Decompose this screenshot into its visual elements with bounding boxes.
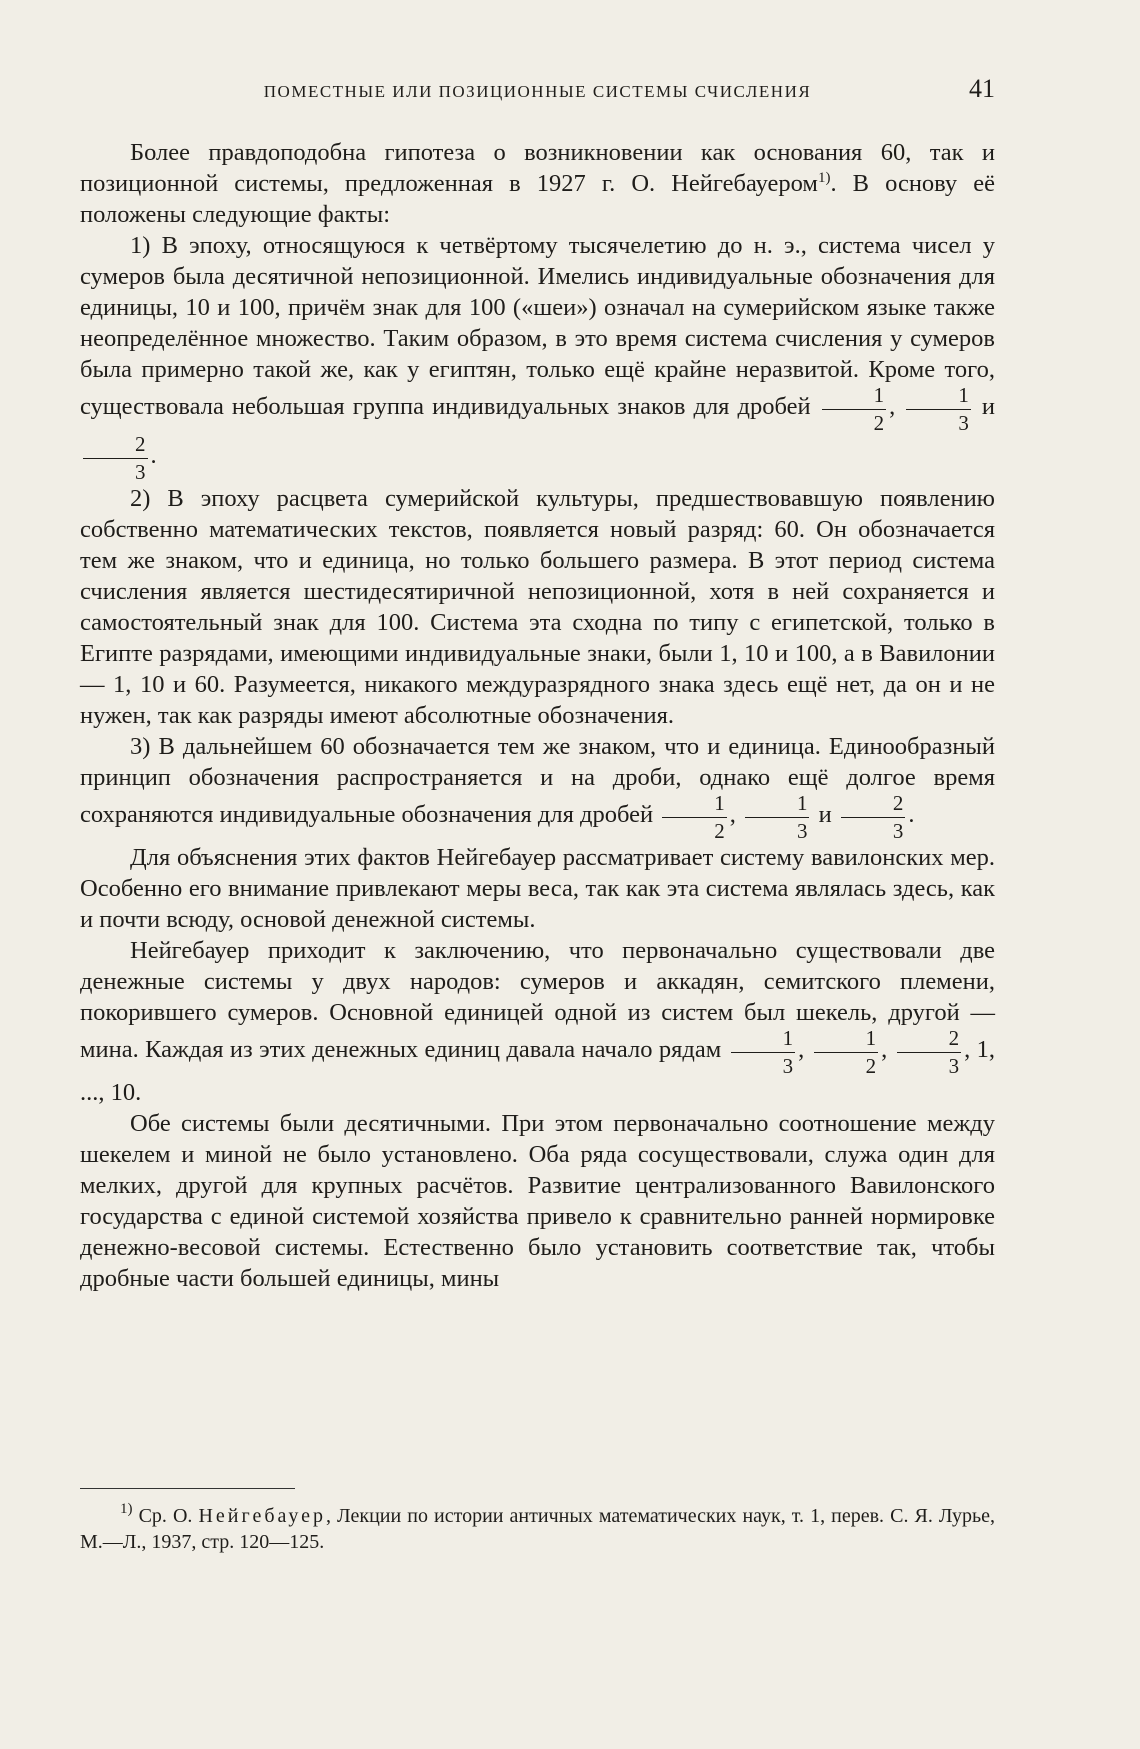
page-header <box>80 72 995 112</box>
fraction <box>662 793 727 842</box>
footnote-rest: , Лекции по истории античных математических наук, т. 1, перев. С. Я. Лурье, М.—Л., 1937, стр. 120—125. <box>80 1505 995 1553</box>
fraction <box>745 793 810 842</box>
fraction-numerator: 1 <box>731 1028 796 1053</box>
text-run: , <box>881 1036 894 1063</box>
fraction-denominator: 3 <box>796 819 808 843</box>
fraction-denominator: 3 <box>958 411 969 435</box>
fraction-numerator: 1 <box>822 385 887 410</box>
paragraph <box>80 935 995 1108</box>
paragraph <box>80 731 995 842</box>
footnote-rule <box>80 1488 295 1489</box>
fraction-denominator: 3 <box>135 460 146 484</box>
fraction-denominator: 3 <box>782 1054 794 1078</box>
fraction-denominator: 2 <box>873 411 885 435</box>
fraction-numerator: 2 <box>897 1028 962 1053</box>
text-run: Обе системы были десятичными. При этом первоначально соотношение между шекелем и миной не было установлено. Оба ряда сосуществовали, служа один для мелких, другой для крупных расчётов. Развитие централизованного Вавилонского государства с единой системой хозяйства привело к сравнительно ранней нормировке денежно-весовой системы. Естественно было установить соответствие так, чтобы дробные части большей единицы, мины <box>80 1110 995 1292</box>
footnote-prefix: Ср. О. <box>132 1505 199 1527</box>
fraction <box>822 385 887 434</box>
footnote-marker: 1) <box>120 1501 133 1517</box>
running-title: ПОМЕСТНЫЕ ИЛИ ПОЗИЦИОННЫЕ СИСТЕМЫ СЧИСЛЕНИЯ <box>263 82 812 101</box>
footnote <box>80 1503 995 1555</box>
fraction-numerator: 1 <box>906 385 971 410</box>
text-run: . В основу её положены следующие факты: <box>80 170 996 228</box>
text-run: и <box>812 801 838 828</box>
text-run: 2) В эпоху расцвета сумерийской культуры, предшествовавшую появлению собственно математических текстов, появляется новый разряд: 60. Он обозначается тем же знаком, что и единица, но только большего размера. В этот период система счисления является шестидесятиричной непозиционной, хотя в ней сохраняется и самостоятельный знак для 100. Система эта сходна по типу с египетской, только в Египте разрядами, имеющими индивидуальные знаки, были 1, 10 и 100, а в Вавилонии — 1, 10 и 60. Разумеется, никакого междуразрядного знака здесь ещё нет, да он и не нужен, так как разряды имеют абсолютные обозначения. <box>80 485 995 729</box>
footnote-ref: 1) <box>817 170 831 186</box>
fraction-denominator: 3 <box>892 819 904 843</box>
text-run: . <box>908 801 915 828</box>
paragraph <box>80 137 995 230</box>
fraction-numerator: 1 <box>745 793 810 818</box>
fraction-denominator: 2 <box>865 1054 877 1078</box>
fraction-numerator: 1 <box>662 793 727 818</box>
paragraph <box>80 842 995 935</box>
paragraph <box>80 1108 995 1294</box>
text-run: Для объяснения этих фактов Нейгебауер рассматривает систему вавилонских мер. Особенно его внимание привлекают меры веса, так как эта система являлась здесь, как и почти всюду, основой денежной системы. <box>80 844 995 933</box>
text-run: , <box>798 1036 811 1063</box>
fraction <box>897 1028 962 1077</box>
fraction-denominator: 3 <box>948 1054 960 1078</box>
text-run: и <box>973 393 996 420</box>
text-run: 1) В эпоху, относящуюся к четвёртому тысячелетию до н. э., система чисел у сумеров была десятичной непозиционной. Имелись индивидуальные обозначения для единицы, 10 и 100, причём знак для 100 («шеи») означал на сумерийском языке также неопределённое множество. Таким образом, в это время система счисления у сумеров была примерно такой же, как у египтян, только ещё крайне неразвитой. Кроме того, существовала небольшая группа индивидуальных знаков для дробей <box>80 232 995 420</box>
text-run: Более правдоподобна гипотеза о возникновении как основания 60, так и позиционной системы, предложенная в 1927 г. О. Нейгебауером <box>80 139 995 197</box>
main-text <box>80 137 995 1294</box>
paragraph <box>80 230 995 483</box>
fraction-numerator: 1 <box>814 1028 879 1053</box>
fraction <box>731 1028 796 1077</box>
fraction <box>83 434 148 483</box>
fraction-denominator: 2 <box>714 819 725 843</box>
text-run: . <box>150 442 157 469</box>
footnote-author: Нейгебауер <box>198 1505 326 1527</box>
fraction-numerator: 2 <box>841 793 906 818</box>
text-run: , <box>889 393 904 420</box>
text-run: Нейгебауер приходит к заключению, что первоначально существовали две денежные системы у двух народов: сумеров и аккадян, семитского племени, покорившего сумеров. Основной единицей одной из систем был шекель, другой — мина. Каждая из этих денежных единиц давала начало рядам <box>80 937 995 1063</box>
text-run: , <box>729 801 742 828</box>
fraction <box>906 385 971 434</box>
text-run: 3) В дальнейшем 60 обозначается тем же знаком, что и единица. Единообразный принцип обозначения распространяется и на дроби, однако ещё долгое время сохраняются индивидуальные обозначения для дробей <box>80 733 995 828</box>
fraction-numerator: 2 <box>83 434 148 459</box>
page-number: 41 <box>969 74 995 103</box>
fraction <box>841 793 906 842</box>
text-run: , 1, ..., 10. <box>80 1036 996 1106</box>
paragraph <box>80 483 995 731</box>
fraction <box>814 1028 879 1077</box>
